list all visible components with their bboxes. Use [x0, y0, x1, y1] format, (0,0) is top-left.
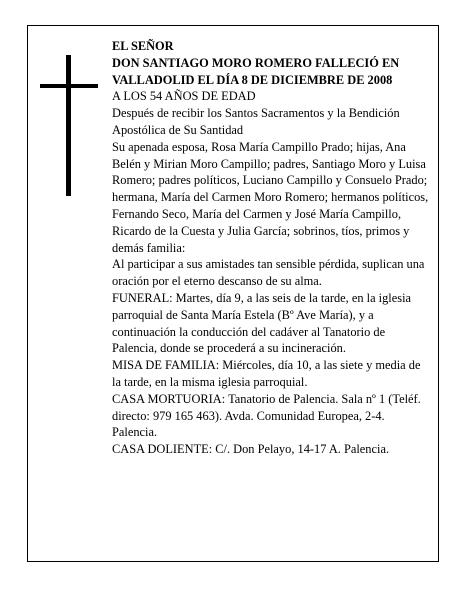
request-paragraph: Al participar a sus amistades tan sensible pérdida, suplican una oración por el eterno descanso de su alma. [112, 257, 425, 289]
mourning-house-paragraph: CASA DOLIENTE: C/. Don Pelayo, 14-17 A. Palencia. [112, 442, 390, 457]
cross-icon-horizontal-bar [40, 84, 98, 88]
cross-icon-vertical-bar [66, 55, 71, 196]
obituary-text [112, 38, 430, 458]
heading-title: EL SEÑOR [112, 39, 174, 53]
mortuary-paragraph: CASA MORTUORIA: Tanatorio de Palencia. Sala nº 1 (Teléf. directo: 979 165 463). Avda. Comunidad Europea, 2-4. Palencia. [112, 391, 421, 440]
family-paragraph: Su apenada esposa, Rosa María Campillo Prado; hijas, Ana Belén y Mirian Moro Campillo; padres, Santiago Moro y Luisa Romero; padres políticos, Luciano Campillo y Consuelo Prado; hermana, María del Carmen Moro Romero; hermanos políticos, Fernando Seco, María del Carmen y José María Campillo, Ricardo de la Cuesta y Julia García; sobrinos, tíos, primos y demás familia: [112, 139, 429, 255]
age-line: A LOS 54 AÑOS DE EDAD [112, 89, 256, 104]
funeral-paragraph: FUNERAL: Martes, día 9, a las seis de la tarde, en la iglesia parroquial de Santa María Estela (Bº Ave María), y a continuación la conducción del cadáver al Tanatorio de Palencia, donde se procederá a su incineración. [112, 290, 412, 356]
heading-deceased: DON SANTIAGO MORO ROMERO FALLECIÓ EN VALLADOLID EL DÍA 8 DE DICIEMBRE DE 2008 [112, 55, 400, 87]
sacraments-paragraph: Después de recibir los Santos Sacramentos y la Bendición Apostólica de Su Santidad [112, 106, 400, 137]
family-mass-paragraph: MISA DE FAMILIA: Miércoles, día 10, a las siete y media de la tarde, en la misma iglesia parroquial. [112, 358, 421, 389]
